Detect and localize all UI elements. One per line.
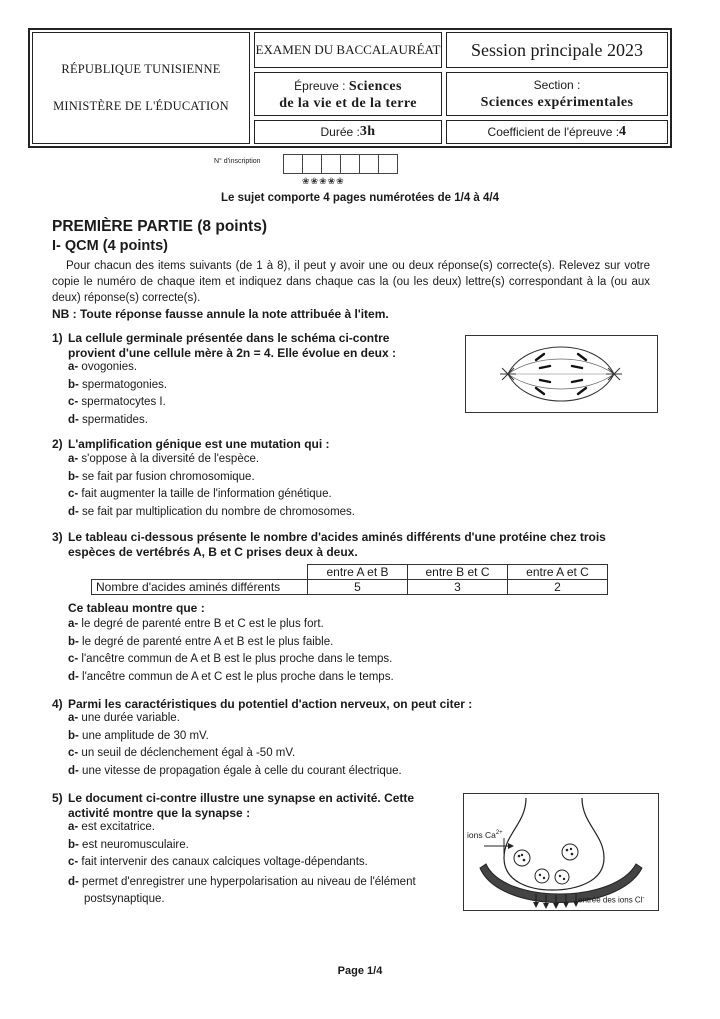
page-number: Page 1/4 <box>337 965 383 977</box>
session-title: Session principale 2023 <box>446 32 668 68</box>
option-d: d- spermatides. <box>68 413 148 426</box>
section-value: Sciences expérimentales <box>480 95 634 110</box>
subject-note: Le sujet comporte 4 pages numérotées de 1/4 à 4/4 <box>220 192 500 204</box>
duree-label: Durée : <box>320 125 360 139</box>
option-a: a- est excitatrice. <box>68 821 155 833</box>
section-cell <box>446 72 668 116</box>
option-a: a- s'oppose à la diversité de l'espèce. <box>68 453 260 465</box>
ornament-flowers: ❀❀❀❀❀ <box>302 176 345 186</box>
nb-note: NB : Toute réponse fausse annule la note attribuée à l'item. <box>52 307 389 321</box>
table-cell: 3 <box>408 580 508 595</box>
part-title: PREMIÈRE PARTIE (8 points) <box>52 218 268 235</box>
label-ions-cl: entrée des ions Cl- <box>578 895 645 905</box>
coef-value: 4 <box>619 124 627 139</box>
ministry-label: MINISTÈRE DE L'ÉDUCATION <box>53 99 229 113</box>
option-c: c- l'ancêtre commun de A et B est le plus proche dans le temps. <box>68 653 393 665</box>
table-header: entre A et C <box>508 565 608 580</box>
duree-cell <box>254 120 442 144</box>
table-header: entre A et B <box>308 565 408 580</box>
table-row-label: Nombre d'acides aminés différents <box>92 580 308 595</box>
amino-acid-table <box>91 564 608 595</box>
question-5: 5) Le document ci-contre illustre une synapse en activité. Cette activité montre que la synapse : <box>52 791 415 820</box>
question-1 <box>52 331 422 361</box>
option-d: d- une vitesse de propagation égale à celle du courant électrique. <box>68 764 402 777</box>
epreuve-label: Épreuve : <box>294 78 349 93</box>
epreuve-value-1: Sciences <box>348 78 402 94</box>
section-title: I- QCM (4 points) <box>52 238 168 254</box>
header-authority-box <box>32 32 250 144</box>
meiosis-figure <box>465 335 658 413</box>
question-4: 4) Parmi les caractéristiques du potentiel d'action nerveux, on peut citer : <box>52 697 473 711</box>
coef-cell <box>446 120 668 144</box>
duree-value: 3h <box>359 124 376 139</box>
option-b: b- est neuromusculaire. <box>68 838 189 851</box>
exam-title: EXAMEN DU BACCALAURÉAT <box>254 32 442 68</box>
question-2-options <box>68 453 355 523</box>
question-1-options <box>68 361 167 431</box>
option-d: d- permet d'enregistrer une hyperpolarisation au niveau de l'élément postsynaptique. <box>68 875 416 905</box>
option-d: d- l'ancêtre commun de A et C est le plus proche dans le temps. <box>68 670 394 683</box>
instructions: Pour chacun des items suivants (de 1 à 8), il peut y avoir une ou deux réponse(s) correcte(s). Relevez sur votre copie le numéro de chaque item et indiquez dans chaque cas la (ou les deux) lettre(s) correspondant à la (ou aux deux) réponse(s) correcte(s). <box>52 260 650 304</box>
inscription-box[interactable] <box>302 154 322 174</box>
label-ions-ca: ions $Ca^{2+}$ <box>467 830 503 840</box>
question-3: 3) Le tableau ci-dessous présente le nombre d'acides aminés différents d'une protéine chez trois espèces de vertébrés A, B et C prises deux à deux. <box>52 530 606 559</box>
option-b: b- une amplitude de 30 mV. <box>68 729 209 742</box>
inscription-box[interactable] <box>359 154 379 174</box>
table-cell: 5 <box>308 580 408 595</box>
inscription-box[interactable] <box>283 154 303 174</box>
option-d: d- se fait par multiplication du nombre de chromosomes. <box>68 505 355 518</box>
question-number: 1) <box>52 331 63 345</box>
epreuve-value-2: de la vie et de la terre <box>279 95 417 111</box>
inscription-box[interactable] <box>321 154 341 174</box>
option-a: a- une durée variable. <box>68 712 180 724</box>
inscription-label: N° d'inscription <box>214 158 261 165</box>
option-b: b- spermatogonies. <box>68 378 168 391</box>
table-header: entre B et C <box>408 565 508 580</box>
synapse-figure <box>463 793 659 911</box>
option-c: c- un seuil de déclenchement égal à -50 mV. <box>68 747 296 759</box>
spindle-diagram <box>466 336 657 412</box>
option-c: c- spermatocytes I. <box>68 396 166 408</box>
question-4-options <box>68 712 402 782</box>
option-b: b- se fait par fusion chromosomique. <box>68 470 255 483</box>
coef-label: Coefficient de l'épreuve : <box>487 125 620 139</box>
option-a: a- ovogonies. <box>68 361 138 373</box>
question-3-options <box>68 618 394 688</box>
option-a: a- le degré de parenté entre B et C est le plus fort. <box>68 618 324 630</box>
inscription-boxes[interactable] <box>283 154 397 174</box>
question-2: 2) L'amplification génique est une mutation qui : <box>52 437 330 451</box>
option-c: c- fait intervenir des canaux calciques voltage-dépendants. <box>68 856 368 868</box>
question-5-options <box>68 821 428 908</box>
option-b: b- le degré de parenté entre A et B est le plus faible. <box>68 635 334 648</box>
option-c: c- fait augmenter la taille de l'information génétique. <box>68 488 332 500</box>
synapse-diagram <box>464 794 658 910</box>
section-label: Section : <box>533 78 581 92</box>
question-3-subtitle: Ce tableau montre que : <box>68 601 205 615</box>
question-text: La cellule germinale présentée dans le schéma ci-contre provient d'une cellule mère à 2n = 4. Elle évolue en deux : <box>68 331 396 360</box>
epreuve-cell <box>254 72 442 116</box>
inscription-box[interactable] <box>378 154 398 174</box>
republic-label: RÉPUBLIQUE TUNISIENNE <box>61 62 221 76</box>
table-cell: 2 <box>508 580 608 595</box>
inscription-box[interactable] <box>340 154 360 174</box>
